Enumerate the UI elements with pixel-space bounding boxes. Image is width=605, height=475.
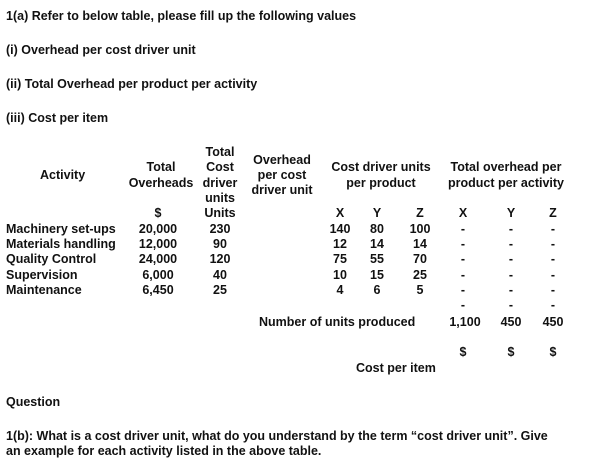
- row-y: 15: [370, 268, 384, 282]
- subheader-total-z: Z: [549, 206, 557, 220]
- row-total-x: -: [460, 237, 466, 251]
- col-header-total-overhead-per-product-line2: product per activity: [448, 176, 564, 190]
- row-activity: Materials handling: [6, 237, 116, 251]
- cost-per-item-currency-x: $: [459, 345, 467, 359]
- instruction-item-1: (i) Overhead per cost driver unit: [6, 43, 196, 57]
- question-heading: Question: [6, 395, 61, 409]
- row-x: 10: [333, 268, 347, 282]
- subheader-y: Y: [372, 206, 382, 220]
- col-header-cost-driver-per-product-line2: per product: [346, 176, 416, 190]
- row-z: 5: [416, 283, 424, 297]
- row-total-x: -: [460, 298, 466, 312]
- col-header-activity: Activity: [40, 168, 86, 182]
- row-total-z: -: [550, 252, 556, 266]
- question-title: 1(a) Refer to below table, please fill up the following values: [6, 9, 357, 23]
- row-overheads: 6,450: [142, 283, 174, 297]
- row-total-z: -: [550, 298, 556, 312]
- row-total-y: -: [508, 237, 514, 251]
- row-activity: Supervision: [6, 268, 78, 282]
- subheader-overheads-unit: $: [154, 206, 162, 220]
- row-x: 140: [329, 222, 351, 236]
- col-header-driver-units-line2: Cost: [206, 160, 234, 174]
- row-z: 14: [413, 237, 427, 251]
- row-total-y: -: [508, 283, 514, 297]
- row-y: 6: [373, 283, 381, 297]
- row-total-x: -: [460, 268, 466, 282]
- subheader-total-x: X: [458, 206, 468, 220]
- col-header-driver-units-line3: driver: [202, 176, 238, 190]
- units-produced-label: Number of units produced: [259, 315, 416, 329]
- row-total-z: -: [550, 237, 556, 251]
- question-text-line1: 1(b): What is a cost driver unit, what do you understand by the term “cost driver unit”. Give: [6, 429, 548, 443]
- row-driver-units: 40: [213, 268, 227, 282]
- col-header-driver-units-line4: units: [205, 191, 235, 205]
- row-total-z: -: [550, 283, 556, 297]
- row-total-y: -: [508, 252, 514, 266]
- row-x: 75: [333, 252, 347, 266]
- row-total-x: -: [460, 283, 466, 297]
- col-header-overhead-per-unit-line3: driver unit: [251, 183, 313, 197]
- cost-per-item-label: Cost per item: [356, 361, 436, 375]
- row-overheads: 20,000: [138, 222, 178, 236]
- subheader-total-y: Y: [506, 206, 516, 220]
- row-total-x: -: [460, 222, 466, 236]
- row-total-y: -: [508, 222, 514, 236]
- row-total-z: -: [550, 222, 556, 236]
- cost-per-item-currency-y: $: [507, 345, 515, 359]
- row-total-y: -: [508, 268, 514, 282]
- row-y: 55: [370, 252, 384, 266]
- row-activity: Machinery set-ups: [6, 222, 116, 236]
- row-x: 12: [333, 237, 347, 251]
- row-z: 100: [409, 222, 431, 236]
- instruction-item-3: (iii) Cost per item: [6, 111, 109, 125]
- col-header-driver-units-line1: Total: [205, 145, 235, 159]
- cost-per-item-currency-z: $: [549, 345, 557, 359]
- row-y: 80: [370, 222, 384, 236]
- col-header-overhead-per-unit-line2: per cost: [257, 168, 307, 182]
- row-overheads: 12,000: [138, 237, 178, 251]
- units-produced-x: 1,100: [449, 315, 481, 329]
- instruction-item-2: (ii) Total Overhead per product per activity: [6, 77, 258, 91]
- question-text-line2: an example for each activity listed in the above table.: [6, 444, 322, 458]
- col-header-overhead-per-unit-line1: Overhead: [253, 153, 311, 167]
- col-header-cost-driver-per-product-line1: Cost driver units: [331, 160, 431, 174]
- row-z: 25: [413, 268, 427, 282]
- col-header-total-overhead-per-product-line1: Total overhead per: [450, 160, 562, 174]
- row-activity: Quality Control: [6, 252, 97, 266]
- row-total-z: -: [550, 268, 556, 282]
- row-driver-units: 90: [213, 237, 227, 251]
- row-activity: Maintenance: [6, 283, 82, 297]
- row-y: 14: [370, 237, 384, 251]
- row-total-y: -: [508, 298, 514, 312]
- row-z: 70: [413, 252, 427, 266]
- subheader-x: X: [335, 206, 345, 220]
- row-x: 4: [336, 283, 344, 297]
- subheader-driver-unit: Units: [204, 206, 236, 220]
- subheader-z: Z: [416, 206, 424, 220]
- units-produced-z: 450: [542, 315, 564, 329]
- row-driver-units: 25: [213, 283, 227, 297]
- row-total-x: -: [460, 252, 466, 266]
- row-driver-units: 230: [209, 222, 231, 236]
- row-overheads: 24,000: [138, 252, 178, 266]
- row-overheads: 6,000: [142, 268, 174, 282]
- units-produced-y: 450: [500, 315, 522, 329]
- col-header-total-overheads-line2: Overheads: [128, 176, 194, 190]
- col-header-total-overheads-line1: Total: [146, 160, 176, 174]
- row-driver-units: 120: [209, 252, 231, 266]
